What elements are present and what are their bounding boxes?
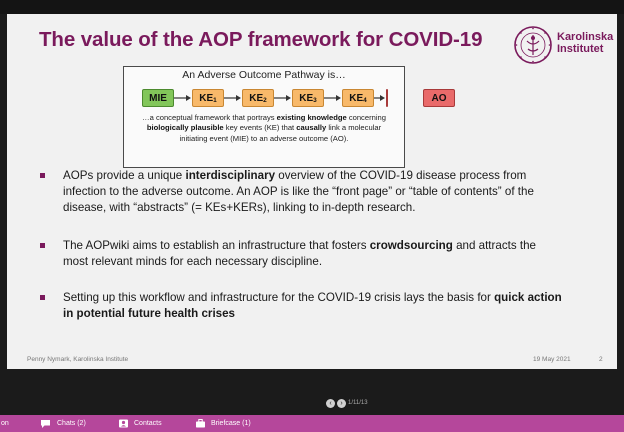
arrow-icon xyxy=(174,94,192,102)
bullet-marker xyxy=(40,243,45,248)
aop-heading: An Adverse Outcome Pathway is… xyxy=(182,69,346,81)
arrow-icon xyxy=(324,94,342,102)
taskbar-item-session[interactable]: on xyxy=(1,420,9,427)
previous-slide-button[interactable]: ‹ xyxy=(326,399,335,408)
taskbar: on Chats (2) Contacts Briefcase (1) xyxy=(0,415,624,432)
bullet-1: AOPs provide a unique interdisciplinary overview of the COVID-19 disease process from infection to the adverse outcome. An AOP is like the “front page” or “table of contents” of the disease, with “abstracts” (= KEs+KERs), linking to in-depth research. xyxy=(63,168,563,216)
presentation-slide xyxy=(7,14,617,369)
logo-wordmark xyxy=(557,31,614,55)
bullet-marker xyxy=(40,173,45,178)
aop-description: …a conceptual framework that portrays existing knowledge concerning biologically plausible key events (KE) that causally link a molecular initiating event (MIE) to an adverse outcome (AO). xyxy=(142,113,386,143)
step-mie: MIE xyxy=(142,89,174,107)
step-ke4: $KE_4$ xyxy=(342,89,374,107)
arrow-icon xyxy=(274,94,292,102)
aop-definition-box xyxy=(123,66,405,168)
step-ke2: $KE_2$ xyxy=(242,89,274,107)
bullet-3: Setting up this workflow and infrastructure for the COVID-19 crisis lays the basis for quick action in potential future health crises xyxy=(63,290,563,322)
step-ao: AO xyxy=(423,89,455,107)
logo-line-2: Institutet xyxy=(557,43,604,55)
next-slide-button[interactable]: › xyxy=(337,399,346,408)
karolinska-logo xyxy=(513,25,614,67)
pager-text: 1/11/13 xyxy=(348,400,368,406)
step-ao-anchor xyxy=(386,89,388,107)
seal-icon xyxy=(513,25,553,65)
arrow-icon xyxy=(224,94,242,102)
footer-date: 19 May 2021 xyxy=(533,356,571,363)
step-ke3: $KE_3$ xyxy=(292,89,324,107)
arrow-icon xyxy=(374,94,386,102)
slide-title: The value of the AOP framework for COVID-19 xyxy=(39,28,483,51)
footer-page-number: 2 xyxy=(599,356,603,363)
top-bar xyxy=(0,0,624,14)
chat-icon xyxy=(40,418,51,429)
step-ke1: $KE_1$ xyxy=(192,89,224,107)
bullet-2: The AOPwiki aims to establish an infrastructure that fosters crowdsourcing and attracts the most relevant minds for each necessary discipline. xyxy=(63,238,563,270)
bullet-marker xyxy=(40,295,45,300)
footer-author: Penny Nymark, Karolinska Institute xyxy=(27,356,129,363)
logo-line-1: Karolinska xyxy=(557,31,614,43)
briefcase-icon xyxy=(195,418,206,429)
contacts-icon xyxy=(118,418,129,429)
